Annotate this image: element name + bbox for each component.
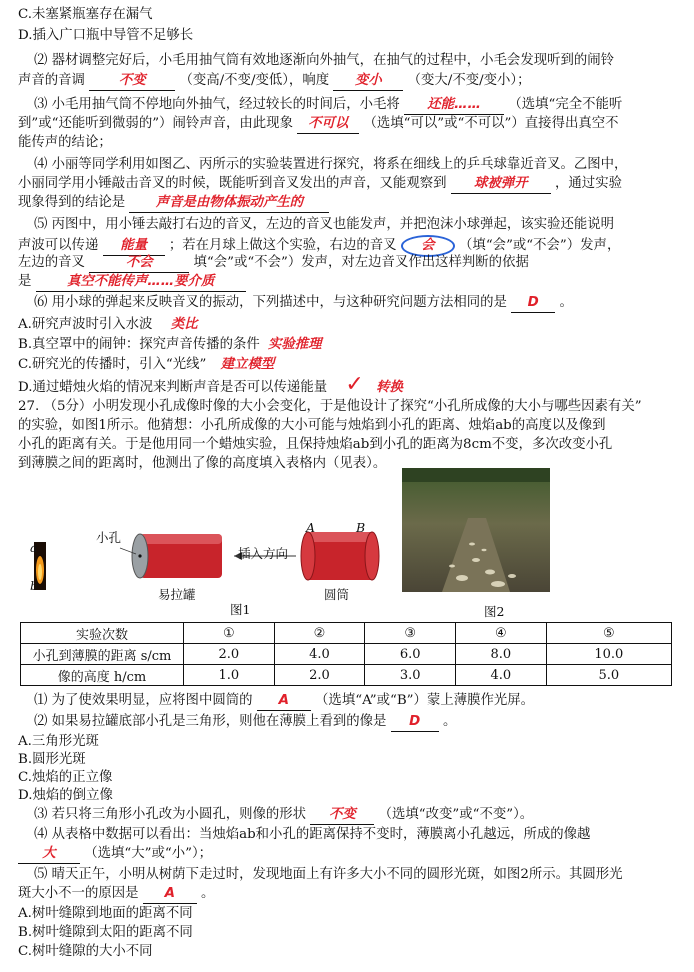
- q26-option6-d: [18, 372, 403, 397]
- q27-part4-line2: [18, 845, 212, 864]
- handwritten-answer: 不变: [118, 73, 146, 88]
- q26-answer-conclude: [297, 115, 359, 134]
- handwritten-answer: 会: [421, 238, 435, 253]
- q26-part2-text-pre: 声音的音调: [18, 73, 85, 88]
- table-cell: ④: [456, 623, 547, 644]
- handwritten-answer: 变小: [354, 73, 382, 88]
- q27-part5-option-a: A.树叶缝隙到地面的距离不同: [18, 906, 193, 921]
- q27-intro-line1: 27. （5分）小明发现小孔成像时像的大小会变化，于是他设计了探究“小孔所成像的大小与哪些因素有关”: [18, 399, 642, 414]
- q26-part3-line2-pre: 到”或“还能听到微弱的”）闹铃声音，由此现象: [18, 116, 293, 131]
- handwritten-answer: 不会: [125, 255, 153, 270]
- q26-option6-a-text: A.研究声波时引入水波: [18, 317, 153, 332]
- q26-answer-observe: [451, 175, 551, 194]
- q26-part3-line2: [18, 115, 619, 134]
- table-row: [21, 665, 672, 686]
- table-header-row: [21, 623, 672, 644]
- handwritten-answer: 真空不能传声……要介质: [67, 274, 215, 289]
- q26-part4-line2-post: ，通过实验: [555, 176, 622, 191]
- q26-option6-c: [18, 356, 274, 374]
- table-cell: ③: [365, 623, 456, 644]
- handwritten-note: 转换: [376, 380, 403, 395]
- q27-part2-pre: ⑵ 如果易拉罐底部小孔是三角形，则他在薄膜上看到的像是: [34, 714, 387, 729]
- handwritten-answer: 大: [42, 846, 56, 861]
- handwritten-answer: A: [278, 693, 289, 708]
- q26-answer-method: [511, 294, 555, 313]
- q26-part5-line2-pre: 声波可以传递: [18, 238, 99, 253]
- q26-option-d: D.插入广口瓶中导管不足够长: [18, 28, 194, 43]
- q27-part2: [34, 713, 456, 732]
- q27-answer-reason: [143, 885, 197, 904]
- table-cell: 1.0: [184, 665, 275, 686]
- table-cell: 10.0: [546, 644, 671, 665]
- table-cell: 2.0: [274, 665, 365, 686]
- table-cell: 实验次数: [21, 623, 184, 644]
- q26-part5-line4-pre: 是: [18, 274, 32, 289]
- q27-answer-shape: [310, 806, 374, 825]
- q27-answer-screen: [257, 692, 311, 711]
- q26-part6-line: [34, 294, 573, 313]
- q27-option-c: C.烛焰的正立像: [18, 770, 113, 785]
- handwritten-answer: 球被弹开: [473, 176, 528, 191]
- q27-option-b: B.圆形光斑: [18, 752, 86, 767]
- q27-option-d: D.烛焰的倒立像: [18, 788, 113, 803]
- table-cell: 8.0: [456, 644, 547, 665]
- q26-part2-text-post: （变大/不变/变小）；: [407, 73, 531, 88]
- q26-option-c: C.未塞紧瓶塞存在漏气: [18, 7, 153, 22]
- label-a: a: [30, 540, 38, 555]
- table-cell: 4.0: [456, 665, 547, 686]
- q26-answer-conclusion: [129, 194, 329, 213]
- q27-intro-line2: 的实验，如图1所示。他猜想：小孔所成像的大小可能与烛焰到小孔的距离、烛焰ab的高度以及像到: [18, 418, 606, 433]
- label-can: 易拉罐: [158, 587, 196, 602]
- q26-part5-line4: [18, 273, 246, 292]
- table-cell: 像的高度 h/cm: [21, 665, 184, 686]
- handwritten-answer: A: [164, 886, 175, 901]
- q26-answer-basis: [36, 273, 246, 292]
- q26-part5-line3-pre: 左边的音叉: [18, 255, 85, 270]
- q27-intro-line4: 到薄膜之间的距离时，他测出了像的高度填入表格内（见表）。: [18, 456, 387, 471]
- label-tube: 圆筒: [324, 587, 350, 602]
- handwritten-answer: D: [527, 295, 539, 310]
- figure-2-photo: [402, 468, 550, 592]
- q26-part4-line3: [18, 194, 329, 213]
- q27-part4-line1: ⑷ 从表格中数据可以看出：当烛焰ab和小孔的距离保持不变时，薄膜离小孔越远，所成的像越: [34, 827, 591, 842]
- handwritten-answer: 声音是由物体振动产生的: [155, 195, 304, 210]
- table-cell: 3.0: [365, 665, 456, 686]
- label-B: B: [356, 520, 366, 535]
- table-row: [21, 644, 672, 665]
- q27-part5-line1: ⑸ 晴天正午，小明从树荫下走过时，发现地面上有许多大小不同的圆形光斑，如图2所示。其圆形光: [34, 867, 623, 882]
- experiment-table: [20, 622, 672, 686]
- q26-part6-post: 。: [559, 295, 573, 310]
- handwritten-answer: 不变: [328, 807, 356, 822]
- q26-option6-d-text: D.通过蜡烛火焰的情况来判断声音是否可以传递能量: [18, 380, 328, 395]
- q26-answer-pitch: [89, 72, 175, 91]
- q26-part3-line2-post: （选填“可以”或“不可以”）直接得出真空不: [363, 116, 619, 131]
- label-insert-direction: 插入方向: [238, 546, 289, 561]
- q26-part3-text-pre: ⑶ 小毛用抽气筒不停地向外抽气，经过较长的时间后，小毛将: [34, 97, 400, 112]
- checkmark-icon: ✓: [345, 372, 364, 397]
- q26-part3-line3: 能传声的结论；: [18, 135, 112, 150]
- q26-part2-line1: ⑵ 器材调整完好后，小毛用抽气筒有效地逐渐向外抽气，在抽气的过程中，小毛会发现听到的闹铃: [34, 53, 615, 68]
- handwritten-answer: 能量: [120, 238, 147, 253]
- table-cell: ⑤: [546, 623, 671, 644]
- q27-part2-post: 。: [442, 714, 457, 729]
- table-cell: 5.0: [546, 665, 671, 686]
- q27-answer-image: [391, 713, 439, 732]
- q26-part5-line1: ⑸ 丙图中，用小锤去敲打右边的音叉，左边的音叉也能发声，并把泡沫小球弹起，该实验还能说明: [34, 217, 615, 232]
- figure-1-caption: 图1: [230, 602, 251, 617]
- q26-part4-line2: [18, 175, 622, 194]
- label-b: b: [30, 578, 39, 593]
- handwritten-note: 类比: [170, 317, 198, 332]
- q27-part3-pre: ⑶ 若只将三角形小孔改为小圆孔，则像的形状: [34, 807, 307, 822]
- q27-part1-post: （选填“A”或“B”）蒙上薄膜作光屏。: [315, 693, 535, 708]
- q27-part3-post: （选填“改变”或“不变”）。: [378, 807, 534, 822]
- q27-part1-pre: ⑴ 为了使效果明显，应将图中圆筒的: [34, 693, 253, 708]
- q26-part3-line1: [34, 96, 622, 115]
- can-icon: [132, 534, 222, 578]
- table-cell: 2.0: [184, 644, 275, 665]
- table-cell: 小孔到薄膜的距离 s/cm: [21, 644, 184, 665]
- q27-part3: [34, 806, 533, 825]
- q27-part1: [34, 692, 534, 711]
- q26-option6-b-text: B.真空罩中的闹钟：探究声音传播的条件: [18, 337, 260, 352]
- q26-part4-line2-pre: 小丽同学用小锤敲击音叉的时候，既能听到音叉发出的声音，又能观察到: [18, 176, 447, 191]
- q26-part2-line2: [18, 72, 530, 91]
- label-pinhole: 小孔: [96, 530, 122, 545]
- label-A: A: [306, 520, 316, 535]
- q26-part4-line1: ⑷ 小丽等同学利用如图乙、丙所示的实验装置进行探究，将系在细线上的乒乓球靠近音叉。乙图中，: [34, 157, 628, 172]
- handwritten-answer: 不可以: [308, 116, 349, 131]
- handwritten-answer: 还能……: [427, 97, 481, 112]
- figure-2-caption: 图2: [484, 604, 505, 619]
- q26-part3-text-post: （选填“完全不能听: [508, 97, 623, 112]
- q27-part5-option-c: C.树叶缝隙的大小不同: [18, 944, 153, 959]
- table-cell: ①: [184, 623, 275, 644]
- q26-part2-text-mid: （变高/不变/变低），响度: [179, 73, 330, 88]
- q26-answer-left-fork: [89, 254, 189, 273]
- handwritten-note: 建立模型: [220, 357, 275, 372]
- q26-option6-b: [18, 336, 322, 354]
- table-cell: 6.0: [365, 644, 456, 665]
- handwritten-answer: D: [409, 714, 421, 729]
- q26-part5-line2-post: （填“会”或“不会”）发声，: [459, 238, 621, 253]
- q27-intro-line3: 小孔的距离有关。于是他用同一个蜡烛实验，且保持烛焰ab到小孔的距离为8cm不变，多次改变小孔: [18, 437, 613, 452]
- q27-answer-size: [18, 845, 80, 864]
- q27-part5-post: 。: [201, 886, 215, 901]
- table-cell: 4.0: [274, 644, 365, 665]
- q26-part6-pre: ⑹ 用小球的弹起来反映音叉的振动，下列描述中，与这种研究问题方法相同的是: [34, 295, 507, 310]
- q26-part4-line3-pre: 现象得到的结论是: [18, 195, 126, 210]
- q26-part5-line3: [18, 254, 529, 273]
- table-cell: ②: [274, 623, 365, 644]
- q27-part4-post: （选填“大”或“小”）；: [84, 846, 213, 861]
- q27-part5-option-b: B.树叶缝隙到太阳的距离不同: [18, 925, 193, 940]
- q27-option-a: A.三角形光斑: [18, 734, 99, 749]
- q26-option6-a: [18, 316, 198, 334]
- q27-part5-pre: 斑大小不一的原因是: [18, 886, 139, 901]
- tube-icon: [301, 532, 379, 580]
- q27-part5-line2: [18, 885, 214, 904]
- q26-part5-line2-mid: ；若在月球上做这个实验，右边的音叉: [168, 238, 397, 253]
- q26-answer-loudness: [333, 72, 403, 91]
- q26-part5-line3-post: 填“会”或“不会”）发声，对左边音叉作出这样判断的依据: [193, 255, 529, 270]
- q26-option6-c-text: C.研究光的传播时，引入“光线”: [18, 357, 207, 372]
- q26-answer-hear: [404, 96, 504, 115]
- handwritten-note: 实验推理: [268, 337, 322, 352]
